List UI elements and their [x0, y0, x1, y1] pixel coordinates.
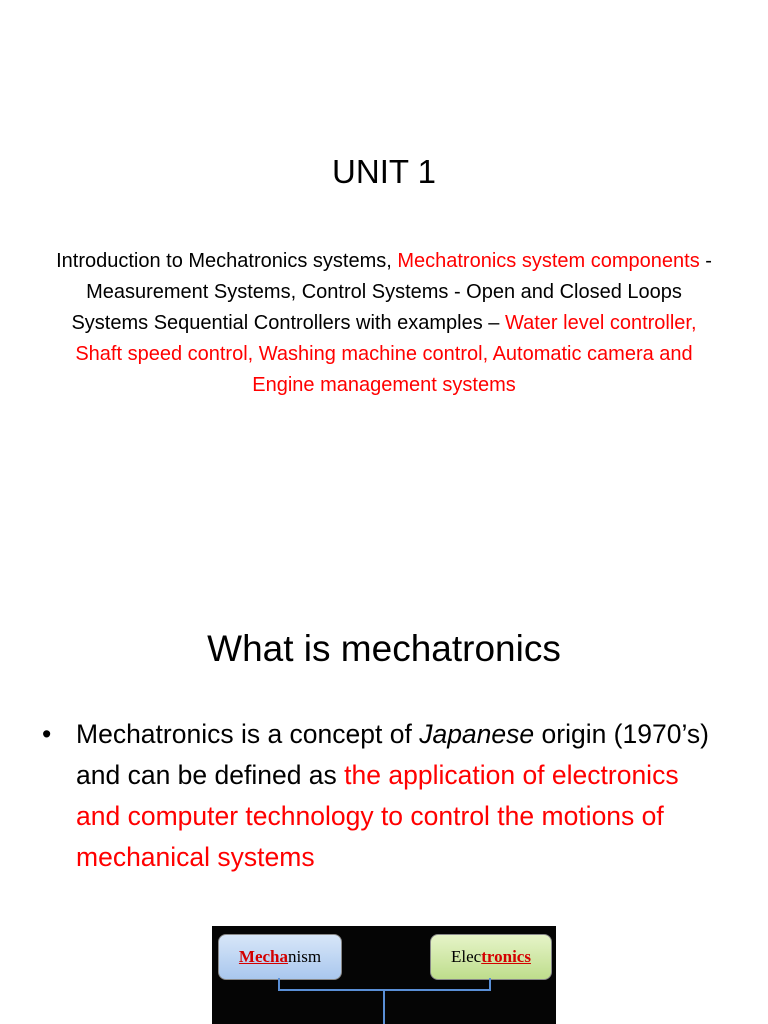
- bullet-part-1: Mechatronics is a concept of: [76, 719, 420, 749]
- slide-1-body: [50, 246, 718, 401]
- mechanism-prefix: Mecha: [238, 947, 289, 966]
- slide-2: [0, 576, 768, 1024]
- intro-text: Introduction to Mechatronics systems,: [56, 250, 398, 272]
- electronics-suffix: tronics: [481, 947, 531, 966]
- bullet-text: [76, 714, 726, 878]
- slide-2-title: What is mechatronics: [207, 628, 561, 669]
- components-text: Mechatronics system components: [397, 250, 700, 272]
- bullet-icon: •: [42, 719, 52, 749]
- electronics-box: [430, 934, 552, 980]
- bullet-part-2: origin (1970’s) and can be defined as: [76, 719, 709, 790]
- mechanism-box: [218, 934, 342, 980]
- center-connector: [383, 989, 385, 1024]
- middle-text: - Measurement Systems, Control Systems - Open and Closed Loops Systems Sequential Controllers with examples –: [71, 250, 712, 334]
- bullet-italic: Japanese: [419, 719, 535, 749]
- electronics-prefix: Elec: [451, 947, 482, 966]
- mechatronics-diagram: [212, 926, 556, 1024]
- mechanism-suffix: nism: [288, 947, 322, 966]
- bullet-highlight: the application of electronics and computer technology to control the motions of mechanical systems: [76, 760, 679, 872]
- examples-text: Water level controller, Shaft speed control, Washing machine control, Automatic camera and Engine management systems: [75, 312, 697, 396]
- slide-1-title: UNIT 1: [332, 153, 436, 190]
